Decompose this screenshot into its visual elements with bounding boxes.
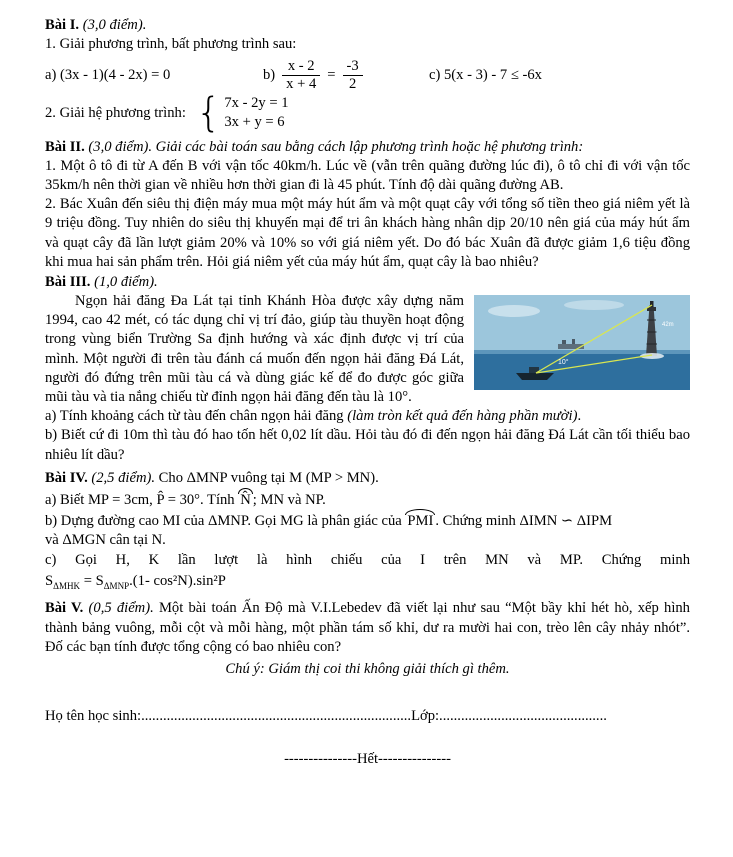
bai1-equations-row <box>45 58 690 92</box>
bai4-heading <box>45 469 690 488</box>
end-marker: ---------------Hết--------------- <box>284 751 451 768</box>
bai5-points: (0,5 điểm). <box>88 600 154 617</box>
bai3-question-b: b) Biết cứ đi 10m thì tàu đó hao tốn hết 0,02 lít dầu. Hỏi tàu đó đi đến ngọn hải đăng Đá Lát cần tối thiểu bao nhiêu lít dầu? <box>45 427 690 463</box>
proctor-note: Chú ý: Giám thị coi thi không giải thích gì thêm. <box>225 661 510 678</box>
system-equation-2: 3x + y = 6 <box>224 114 285 131</box>
bai2-problem-2: 2. Bác Xuân đến siêu thị điện máy mua một máy hút ẩm và một quạt cây với tổng số tiền theo giá niêm yết là 9 triệu đồng. Tuy nhiên do siêu thị khuyến mại để tri ân khách hàng nhân dịp 20/10 nên giá của máy hút ẩm và quạt cây đã lần lượt giảm 20% và 10% so với giá niêm yết. Do đó bác Xuân đã được giảm 1,6 tiệu đồng khi mua hai sản phẩm trên. Hỏi giá niêm yết của máy hút ẩm, quạt cây là bao nhiêu? <box>45 196 690 270</box>
bai3-question-a-note: (làm tròn kết quả đến hàng phần mười) <box>347 408 578 425</box>
system-equation-1: 7x - 2y = 1 <box>224 95 289 112</box>
bai4-question-b-line2: và ΔMGN cân tại N. <box>45 532 166 549</box>
bai4-qa-pre: a) Biết MP = 3cm, <box>45 491 157 508</box>
angle-label: 10° <box>558 359 569 367</box>
bai3-question-a-text: a) Tính khoảng cách từ tàu đến chân ngọn hải đăng <box>45 408 348 425</box>
bai4-intro: Cho ΔMNP vuông tại M (MP > MN). <box>158 469 379 486</box>
cloud <box>564 300 624 310</box>
bai4-question-c: c) Gọi H, K lần lượt là hình chiếu của I trên MN và MP. Chứng minh <box>45 551 690 568</box>
section-bai-5 <box>45 599 690 657</box>
bai4-qa-end: ; MN và NP. <box>252 491 326 508</box>
fraction-left-numerator: x - 2 <box>282 58 320 75</box>
bai1-points: (3,0 điểm). <box>82 17 147 33</box>
equals-sign: = <box>327 66 336 83</box>
fraction-left <box>282 58 320 92</box>
bai4-formula <box>45 572 690 593</box>
curly-brace-icon: { <box>195 90 222 137</box>
bai4-qa-mid: = 30°. Tính <box>164 491 239 508</box>
section-bai-1 <box>45 16 690 137</box>
lighthouse-photo <box>474 295 690 390</box>
bai3-question-a-period: . <box>577 408 582 425</box>
angle-PMI-hat: PMI <box>405 512 435 531</box>
formula-sub1: ΔMHK <box>53 580 81 591</box>
cloud <box>488 305 540 317</box>
equation-a-body: (3x - 1)(4 - 2x) = 0 <box>60 66 171 83</box>
bai5-title: Bài V. <box>45 600 84 617</box>
system-intro: 2. Giải hệ phương trình: <box>45 104 186 121</box>
formula-S1: S <box>45 572 54 589</box>
section-bai-3 <box>45 273 690 465</box>
height-label: 42m <box>662 322 674 329</box>
bai5-paragraph <box>45 599 690 657</box>
student-info-line <box>45 707 690 726</box>
student-name-blank: .......................................................................... <box>141 708 412 725</box>
bai3-points: (1,0 điểm). <box>94 273 158 290</box>
section-bai-2 <box>45 138 690 272</box>
formula-mid: = S <box>80 572 104 589</box>
equation-c-body: 5(x - 3) - 7 ≤ -6x <box>444 66 542 83</box>
fraction-right-denominator: 2 <box>348 75 357 92</box>
bai5-body: Một bài toán Ấn Độ mà V.I.Lebedev đã viết lại như sau “Một bầy khỉ hét hò, xếp hình thành bảng vuông, mỗi cột và mỗi hàng, một phần tám số khỉ, dư ra mười hai con, trèo lên cây nhảy nhót”. Đố các bạn tính được tổng cộng có bao nhiêu con? <box>45 600 690 655</box>
bai4-points: (2,5 điểm). <box>91 469 156 486</box>
equation-b-label: b) <box>263 66 276 83</box>
system-equations <box>224 94 288 133</box>
fraction-left-denominator: x + 4 <box>286 75 317 92</box>
equation-b <box>263 58 429 92</box>
fraction-right-numerator: -3 <box>343 58 363 75</box>
equation-a-label: a) <box>45 66 57 83</box>
bai2-intro: (3,0 điểm). Giải các bài toán sau bằng cách lập phương trình hoặc hệ phương trình: <box>88 138 584 155</box>
class-label: Lớp: <box>411 708 440 725</box>
bai2-heading <box>45 138 690 157</box>
bai3-heading <box>45 273 690 292</box>
bai3-title: Bài III. <box>45 273 91 290</box>
bai1-intro: 1. Giải phương trình, bất phương trình sau: <box>45 36 297 53</box>
formula-sub2: ΔMNP <box>103 580 130 591</box>
class-blank: .............................................. <box>439 708 607 725</box>
section-bai-4 <box>45 469 690 593</box>
bai4-qb-post: . Chứng minh ΔIMN ∽ ΔIPM <box>435 513 613 530</box>
bai3-question-a <box>45 407 690 426</box>
bai2-problem-1: 1. Một ô tô đi từ A đến B với vận tốc 40km/h. Lúc về (vẫn trên quãng đường lúc đi), ô tô chỉ đi với vận tốc 35km/h nên thời gian về nhiều hơn thời gian đi là 45 phút. Tính độ dài quãng đường AB. <box>45 157 690 193</box>
bai4-title: Bài IV. <box>45 469 88 486</box>
bai3-body: Ngọn hải đăng Đa Lát tại tỉnh Khánh Hòa được xây dựng năm 1994, cao 42 mét, có tác dụng chỉ vị trí đảo, giúp tàu thuyền hoạt động trong vùng biển Trường Sa định hướng và xác định được vị trí của mình. Một người đi trên tàu đánh cá muốn đến ngọn hải đăng Đá Lát, người đó đứng trên mũi tàu cá và dùng giác kế để đo được góc giữa mũi tàu và tia nắng chiếu từ đỉnh ngọn hải đăng đến tàu là 10°. <box>45 293 464 405</box>
student-name-label: Họ tên học sinh: <box>45 708 142 725</box>
angle-P-hat: P̂ <box>156 491 165 508</box>
formula-tail: .(1- cos²N).sin²P <box>129 572 226 589</box>
bai4-qb-pre: b) Dựng đường cao MI của ΔMNP. Gọi MG là phân giác của <box>45 513 406 530</box>
equation-a <box>45 66 263 85</box>
bai4-question-b <box>45 512 690 531</box>
bai1-heading <box>45 16 690 35</box>
bai1-title: Bài I. <box>45 17 80 33</box>
bai1-system-row <box>45 90 690 137</box>
equation-c-label: c) <box>429 66 441 83</box>
fraction-right <box>343 58 363 92</box>
angle-N-hat: N̂ <box>238 491 253 510</box>
bai4-question-a <box>45 491 690 510</box>
bai2-title: Bài II. <box>45 138 85 155</box>
equation-c <box>429 66 690 85</box>
